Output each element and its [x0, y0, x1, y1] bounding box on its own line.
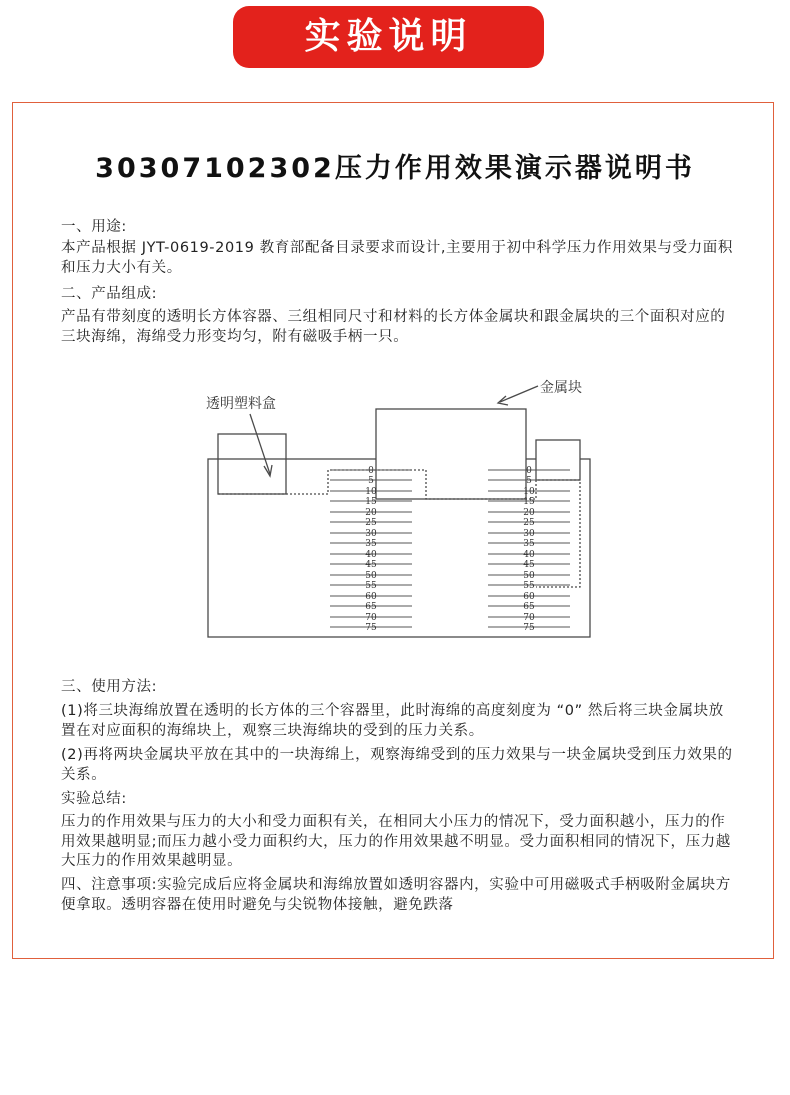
tick-label: 5 — [368, 476, 374, 486]
usage-step-1: (1)将三块海绵放置在透明的长方体的三个容器里，此时海绵的高度刻度为 “0” 然后将三块金属块放置在对应面积的海绵块上，观察三块海绵块的受到的压力关系。 — [61, 703, 724, 739]
tick-label: 55 — [523, 581, 535, 591]
tick-label: 0 — [526, 466, 532, 476]
usage-heading: 三、使用方法: — [61, 679, 158, 695]
tick-label: 70 — [365, 613, 377, 623]
notes: 四、注意事项:实验完成后应将金属块和海绵放置如透明容器内，实验中可用磁吸式手柄吸附金属块方便拿取。透明容器在使用时避免与尖锐物体接触，避免跌落 — [61, 877, 731, 913]
tick-label: 50 — [365, 571, 377, 581]
document-title: 30307102302压力作用效果演示器说明书 — [95, 153, 695, 184]
tick-label: 20 — [523, 508, 535, 518]
metal-block-middle — [376, 409, 526, 499]
purpose-heading: 一、用途: — [61, 219, 127, 235]
box-label: 透明塑料盒 — [206, 396, 276, 412]
composition-heading: 二、产品组成: — [61, 286, 158, 302]
tick-label: 50 — [523, 571, 535, 581]
scale-left-labels — [365, 466, 377, 633]
tick-label: 60 — [523, 592, 535, 602]
summary-heading: 实验总结: — [61, 791, 127, 807]
summary-body: 压力的作用效果与压力的大小和受力面积有关，在相同大小压力的情况下，受力面积越小，压力的作用效果越明显;而压力越小受力面积约大，压力的作用效果越不明显。受力面积相同的情况下，压力越大压力的作用效果越明显。 — [61, 814, 731, 869]
tick-label: 5 — [526, 476, 532, 486]
composition-body: 产品有带刻度的透明长方体容器、三组相同尺寸和材料的长方体金属块和跟金属块的三个面积对应的三块海绵，海绵受力形变均匀，附有磁吸手柄一只。 — [61, 309, 726, 345]
tick-label: 20 — [365, 508, 377, 518]
tick-label: 65 — [523, 602, 535, 612]
tick-label: 10 — [365, 487, 377, 497]
usage-step-2: (2)再将两块金属块平放在其中的一块海绵上，观察海绵受到的压力效果与一块金属块受到压力效果的关系。 — [61, 747, 733, 783]
tick-label: 45 — [365, 560, 377, 570]
metal-block-right — [536, 440, 580, 480]
tick-label: 40 — [365, 550, 377, 560]
tick-label: 30 — [523, 529, 535, 539]
tick-label: 65 — [365, 602, 377, 612]
tick-label: 55 — [365, 581, 377, 591]
tick-label: 15 — [365, 497, 377, 507]
metal-label-arrow — [500, 386, 538, 402]
tick-label: 15 — [523, 497, 535, 507]
scale-right-labels — [523, 466, 535, 633]
box-label-arrow — [250, 414, 270, 474]
tick-label: 10 — [523, 487, 535, 497]
tick-label: 75 — [365, 623, 377, 633]
metal-block-left — [218, 434, 286, 494]
tick-label: 70 — [523, 613, 535, 623]
tick-label: 75 — [523, 623, 535, 633]
apparatus-diagram — [178, 372, 608, 657]
tick-label: 35 — [523, 539, 535, 549]
purpose-body: 本产品根据 JYT-0619-2019 教育部配备目录要求而设计,主要用于初中科学压力作用效果与受力面积和压力大小有关。 — [61, 240, 733, 276]
tick-label: 25 — [523, 518, 535, 528]
tick-label: 0 — [368, 466, 374, 476]
tick-label: 45 — [523, 560, 535, 570]
metal-label: 金属块 — [540, 380, 582, 396]
tick-label: 60 — [365, 592, 377, 602]
tick-label: 25 — [365, 518, 377, 528]
tick-label: 35 — [365, 539, 377, 549]
tick-label: 30 — [365, 529, 377, 539]
banner-title: 实验说明 — [233, 6, 544, 68]
tick-label: 40 — [523, 550, 535, 560]
